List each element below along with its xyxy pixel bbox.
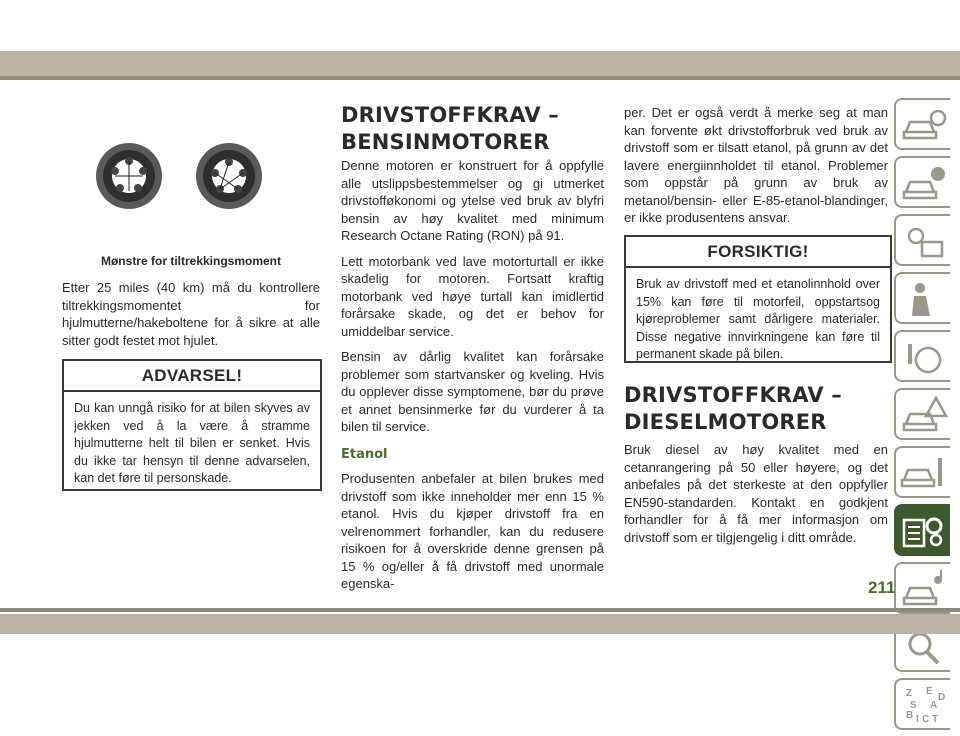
header-band — [0, 51, 960, 76]
emergency-triangle-icon[interactable] — [894, 388, 950, 440]
warning-light-icon[interactable] — [894, 156, 950, 208]
ethanol-subheading: Etanol — [341, 446, 388, 462]
petrol-section-body — [341, 157, 604, 601]
car-info-icon[interactable] — [894, 98, 950, 150]
torque-pattern-figure — [94, 141, 274, 211]
diesel-paragraph: Bruk diesel av høy kvalitet med en cetanrangering på 50 eller høyere, og det anbefales på det sterkeste at den oppfyller EN590-standarden. Kontakt en godkjent forhandler for å få mer informasjon om drivstoff som er tilgjengelig i ditt område. — [624, 442, 888, 545]
footer-rule — [0, 608, 960, 612]
index-letter-b: B — [906, 710, 914, 721]
index-letters-icon[interactable] — [894, 678, 950, 730]
ethanol-paragraph: Produsenten anbefaler at bilen brukes med drivstoff som ikke inneholder mer enn 15 % etanol. Hvis du kjøper drivstoff fra en velrenommert forhandler, kan du redusere risikoen for å overskride denne grensen på 15 % og/eller å få drivstoff med unormale egenska- — [341, 471, 604, 591]
index-letter-t: T — [932, 714, 939, 725]
footer-band — [0, 614, 960, 634]
seatbelt-airbag-icon[interactable] — [894, 272, 950, 324]
index-letter-s: S — [910, 700, 917, 711]
warning-box — [62, 359, 322, 491]
index-letter-i: I — [916, 714, 919, 725]
figure-caption: Mønstre for tiltrekkingsmoment — [100, 254, 282, 268]
ethanol-paragraph-continued: per. Det er også verdt å merke seg at man kan forvente økt drivstofforbruk ved bruk av drivstoff som er tilsatt etanol, på grunn av det lavere energiinnholdet til etanol. Problemer som oppstår på grunn av bruk av metanol/bensin- eller E-85-etanol-blandinger, er ikke produsentens ansvar. — [624, 105, 888, 225]
tire-four-stud — [196, 143, 262, 209]
warning-text: Du kan unngå risiko for at bilen skyves av jekken ved å la være å stramme hjulmutterne helt til bilen er senket. Hvis du ikke tar hensyn til denne advarselen, kan det føre til personskade. — [74, 401, 310, 485]
caution-text: Bruk av drivstoff med et etanolinnhold over 15% kan føre til motorfeil, oppstartsog kjøreproblemer samt dårligere materialer. Disse negative innvirkningene kan føre til permanent skade på bilen. — [636, 277, 880, 361]
music-phone-icon[interactable] — [894, 562, 950, 614]
warning-title: ADVARSEL! — [64, 361, 320, 392]
steering-key-icon[interactable] — [894, 330, 950, 382]
caution-box — [624, 235, 892, 363]
intro-paragraph: Etter 25 miles (40 km) må du kontrollere tiltrekkingsmomentet for hjulmutterne/hakeboltene for å sikre at alle sitter godt festet mot hjulet. — [62, 280, 320, 348]
car-wrench-icon[interactable] — [894, 446, 950, 498]
header-rule — [0, 76, 960, 80]
section-title-diesel: DRIVSTOFFKRAV – DIESELMOTORER — [624, 383, 842, 434]
index-letter-a: A — [930, 700, 938, 711]
section-title-petrol: DRIVSTOFFKRAV – BENSINMOTORER — [341, 103, 559, 154]
petrol-paragraph-3: Bensin av dårlig kvalitet kan forårsake problemer som startvansker og kveling. Hvis du opplever disse symptomene, bør du prøve et annet bensinmerke før du vurderer å ta bilen til service. — [341, 349, 604, 434]
chapter-tabs — [894, 98, 950, 736]
tire-five-stud — [96, 143, 162, 209]
index-letter-c: C — [922, 714, 930, 725]
index-letter-e: E — [926, 686, 933, 697]
caution-title: FORSIKTIG! — [626, 237, 890, 268]
petrol-paragraph-1: Denne motoren er konstruert for å oppfylle alle utslippsbestemmelser og gi utmerket drivstofføkonomi og ytelse ved bruk av blyfri bensin av høy kvalitet med minimum Research Octane Rating (RON) på 91. — [341, 158, 604, 243]
index-letter-d: D — [938, 692, 946, 703]
lights-message-icon[interactable] — [894, 214, 950, 266]
petrol-paragraph-2: Lett motorbank ved lave motorturtall er ikke skadelig for motoren. Fortsatt kraftig motorbank ved høye turtall kan imidlertid forårsake skade, og det er behov for umiddelbar service. — [341, 253, 604, 339]
index-letter-z: Z — [906, 688, 913, 699]
page-number: 211 — [868, 578, 896, 597]
specs-gear-icon[interactable] — [894, 504, 950, 556]
